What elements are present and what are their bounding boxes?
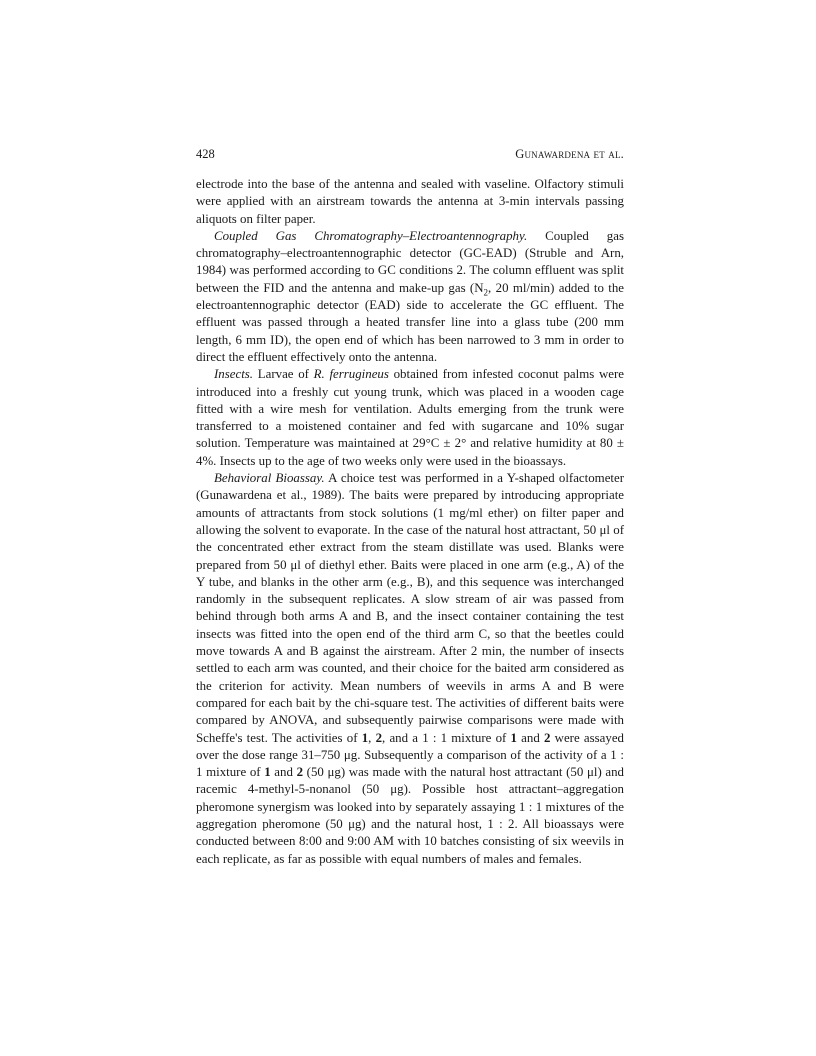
paragraph-text: electrode into the base of the antenna and sealed with vaseline. Olfactory stimuli were applied with an airstream towards the antenna at 3-min intervals passing aliquots on filter paper. <box>196 177 624 226</box>
paragraph-text: were assayed over the dose range 31–750 μg. Subsequently a comparison of the activity of a 1 : 1 mixture of <box>196 730 624 780</box>
compound-ref: 2 <box>296 765 304 780</box>
section-heading-gc-ead: Coupled Gas Chromatography–Electroantennography. <box>214 228 528 243</box>
paragraph-text: obtained from infested coconut palms were introduced into a freshly cut young trunk, which was placed in a wooden cage fitted with a wire mesh for ventilation. Adults emerging from the trunk were transferred to a moistened container and fed with sugarcane and 10% sugar solution. Temperature was maintained at 29°C ± 2° and relative humidity at 80 ± 4%. Insects up to the age of two weeks only were used in the bioassays. <box>196 367 624 468</box>
compound-ref: 2 <box>375 730 383 745</box>
compound-ref: 1 <box>510 730 517 745</box>
running-head: Gunawardena et al. <box>515 147 624 161</box>
paragraph-bioassay <box>196 470 624 868</box>
paragraph-text: and <box>270 765 297 780</box>
paragraph-text: Larvae of <box>253 367 314 382</box>
compound-ref: 1 <box>361 730 369 745</box>
paragraph-text: A choice test was performed in a Y-shaped olfactometer (Gunawardena et al., 1989). The baits were prepared by introducing appropriate amounts of attractants from stock solutions (1 mg/ml ether) on filter paper and allowing the solvent to evaporate. In the case of the natural host attractant, 50 μl of the concentrated ether extract from the steam distillate was used. Blanks were prepared from 50 μl of diethyl ether. Baits were placed in one arm (e.g., A) of the Y tube, and blanks in the other arm (e.g., B), and this sequence was interchanged randomly in the subsequent replicates. A slow stream of air was passed from behind through both arms A and B, and the insect container containing the test insects was fitted into the open end of the third arm C, so that the beetles could move towards A and B against the airstream. After 2 min, the number of insects settled to each arm was counted, and their choice for the baited arm considered as the criterion for activity. Mean numbers of weevils in arms A and B were compared for each bait by the chi-square test. The activities of different baits were compared by ANOVA, and subsequently pairwise comparisons were made with Scheffe's test. The activities of <box>196 471 625 745</box>
paragraph-text: , and a 1 : 1 mixture of <box>382 730 511 745</box>
compound-ref: 2 <box>544 730 551 745</box>
paragraph-insects <box>196 366 624 470</box>
compound-ref: 1 <box>264 765 271 780</box>
paragraph-continuation <box>196 176 624 228</box>
species-name: R. ferrugineus <box>313 367 389 382</box>
subscript: 2 <box>483 287 489 298</box>
paragraph-text: and <box>516 730 544 745</box>
paragraph-text: Coupled gas chromatography–electroantennographic detector (GC-EAD) (Struble and Arn, 1984) was performed according to GC conditions 2. The column effluent was split between the FID and the antenna and make-up gas (N <box>196 228 624 295</box>
section-heading-insects: Insects. <box>214 367 254 382</box>
paragraph-text: (50 μg) was made with the natural host attractant (50 μl) and racemic 4-methyl-5-nonanol (50 μg). Possible host attractant–aggregation pheromone synergism was looked into by separately assaying 1 : 1 mixtures of the aggregation pheromone (50 μg) and the natural host, 1 : 2. All bioassays were conducted between 8:00 and 9:00 AM with 10 batches consisting of six weevils in each replicate, as far as possible with equal numbers of males and females. <box>196 765 624 866</box>
page-number: 428 <box>196 147 215 161</box>
paragraph-gc-ead <box>196 228 624 366</box>
paragraph-text: , 20 ml/min) added to the electroantennographic detector (EAD) side to accelerate the GC effluent. The effluent was passed through a heated transfer line into a glass tube (200 mm length, 6 mm ID), the open end of which has been narrowed to 3 mm in order to direct the effluent effectively onto the antenna. <box>196 280 624 364</box>
body-text <box>196 176 624 868</box>
paragraph-text: , <box>368 730 376 745</box>
page-header <box>196 147 624 167</box>
section-heading-bioassay: Behavioral Bioassay. <box>214 471 325 486</box>
